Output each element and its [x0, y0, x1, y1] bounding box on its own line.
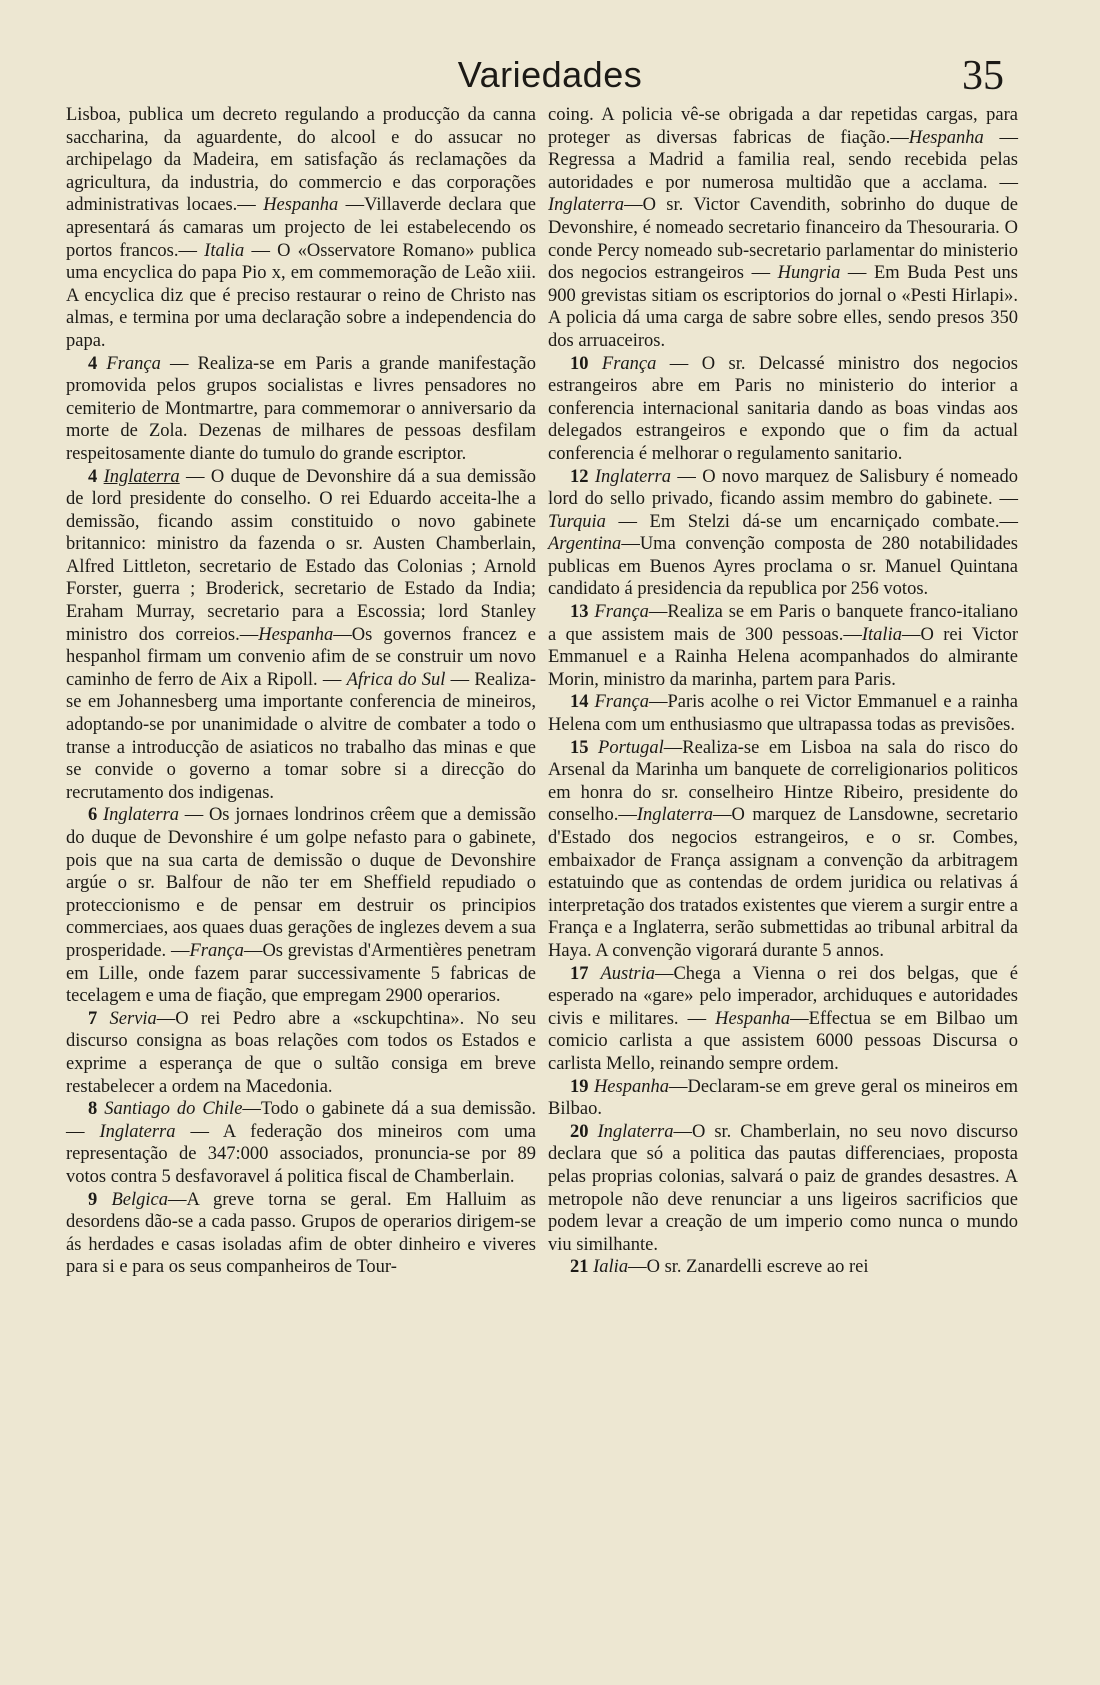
body-text: —Declaram-se em greve geral os mineiros em Bilbao.	[548, 1076, 1018, 1120]
body-text: — O duque de Devonshire dá a sua demissão de lord presidente do conselho. O rei Eduardo acceita-lhe a demissão, ficando assim constituido o novo gabinete britannico: ministro da fazenda o sr. Austen Chamberlain, Alfred Littleton, secretario de Estado das Colonias ; Arnold Forster, guerra ; Broderick, secretario de Estado da India; Eraham Murray, secretario para a Escossia; lord Stanley ministro dos correios.—	[66, 466, 537, 645]
body-text: —O sr. Chamberlain, no seu novo discurso declara que só a politica das pautas differenciaes, proposta pelas proprias colonias, salvará o paiz de grandes desastres. A metropole não deve renunciar a uns ligeiros sacrificios que podem levar a creação de um imperio como nunca o mundo viu similhante.	[548, 1121, 1019, 1255]
country-heading: Austria	[600, 963, 655, 984]
paragraph	[66, 353, 536, 466]
body-text: — O sr. Delcassé ministro dos negocios estrangeiros abre em Paris no ministerio do interior a conferencia internacional sanitaria dando as boas vindas aos delegados estrangeiros e expondo que o fim da actual conferencia é melhorar o regulamento sanitario.	[548, 353, 1019, 464]
country-heading: Santiago do Chile	[104, 1099, 243, 1120]
body-text: — Realiza-se em Paris a grande manifestação promovida pelos grupos socialistas e livres pensadores no cemiterio de Montmartre, para commemorar o anniversario da morte de Zola. Dezenas de milhares de pessoas desfilam respeitosamente diante do tumulo do grande escriptor.	[66, 353, 536, 464]
right-text-column	[548, 104, 1018, 1279]
country-heading: França	[594, 692, 649, 713]
paragraph	[548, 963, 1018, 1076]
body-text: — Em Stelzi dá-se um encarniçado combate.—	[605, 511, 1018, 532]
country-heading: Italia	[861, 624, 902, 645]
paragraph	[66, 466, 536, 805]
paragraph	[66, 1098, 536, 1188]
body-text: —Paris acolhe o rei Victor Emmanuel e a rainha Helena com um enthusiasmo que ultrapassa todas as previsões.	[548, 692, 1019, 736]
country-heading: Ialia	[593, 1257, 629, 1278]
country-heading: Servia	[109, 1008, 157, 1029]
country-heading: França	[189, 940, 244, 961]
country-heading: Hespanha	[593, 1076, 669, 1097]
country-heading: Africa do Sul	[346, 669, 446, 690]
paragraph	[548, 1121, 1018, 1257]
country-heading: França	[106, 353, 161, 374]
paragraph	[66, 804, 536, 1007]
body-text: —Realiza se em Paris o banquete franco-italiano a que assistem mais de 300 pessoas.—	[548, 602, 1019, 645]
paragraph	[548, 1076, 1018, 1121]
country-heading: Hespanha	[258, 624, 334, 645]
body-text: —Uma convenção composta de 280 notabilidades publicas em Buenos Ayres proclama o sr. Manuel Quintana candidato á presidencia da republica por 256 votos.	[548, 534, 1018, 600]
body-text: —Os governos francez e hespanhol firmam um convenio afim de se construir um novo caminho de ferro de Aix a Ripoll. —	[66, 624, 536, 690]
body-text: — Em Buda Pest uns 900 grevistas sitiam os escriptorios do jornal o «Pesti Hirlapi». A policia dá uma carga de sabre sobre elles, sendo presos 350 dos arruaceiros.	[548, 263, 1018, 351]
paragraph	[548, 104, 1018, 353]
body-text: —Os grevistas d'Armentières penetram em Lille, onde fazem parar successivamente 5 fabricas de tecelagem e uma de fiação, que empregam 2900 operarios.	[66, 940, 536, 1007]
country-heading: Hespanha	[715, 1008, 791, 1029]
country-heading: Portugal	[598, 737, 664, 758]
country-heading: Inglaterra	[99, 1121, 176, 1142]
country-heading: França	[594, 602, 649, 623]
entry-date: 19	[570, 1076, 594, 1097]
paragraph	[548, 737, 1018, 963]
country-heading: Hungria	[777, 263, 841, 284]
body-text: —Todo o gabinete dá a sua demissão. —	[66, 1099, 536, 1142]
entry-date: 6	[88, 805, 103, 826]
paragraph	[548, 466, 1018, 602]
paragraph	[548, 601, 1018, 691]
entry-date: 21	[570, 1257, 594, 1278]
body-text: — O novo marquez de Salisbury é nomeado lord do sello privado, ficando assim membro do gabinete. —	[548, 466, 1018, 510]
body-text: —Realiza-se em Lisboa na sala do risco do Arsenal da Marinha um banquete de correligionarios politicos em honra do sr. conselheiro Hintze Ribeiro, presidente do conselho.—	[548, 737, 1019, 826]
country-heading: Inglaterra	[636, 805, 713, 826]
body-text: coing. A policia vê-se obrigada a dar repetidas cargas, para proteger as diversas fabricas de fiação.—	[548, 105, 1018, 148]
body-text: — O «Osservatore Romano» publica uma encyclica do papa Pio x, em commemoração de Leão xiii. A encyclica diz que é preciso restaurar o reino de Christo nas almas, e termina por uma declaração sobre a independencia do papa.	[66, 240, 536, 351]
entry-date: 14	[570, 692, 595, 713]
entry-date: 4	[88, 466, 104, 487]
body-text: —O rei Pedro abre a «sckupchtina». No seu discurso consigna as boas relações com todos os Estados e exprime a esperança de que o sultão consiga em breve restabelecer a ordem na Macedonia.	[66, 1008, 537, 1097]
country-heading: Turquia	[548, 511, 606, 532]
body-text: —A greve torna se geral. Em Halluim as desordens dão-se a cada passo. Grupos de operarios dirigem-se ás herdades e casas isoladas afim de obter dinheiro e viveres para si e para os seus companheiros de Tour-	[66, 1189, 536, 1278]
country-heading: Inglaterra	[102, 805, 180, 826]
paragraph	[66, 104, 536, 353]
paragraph	[548, 691, 1018, 736]
entry-date: 12	[570, 466, 595, 487]
country-heading: Italia	[204, 240, 245, 261]
paragraph	[548, 1256, 1018, 1279]
left-text-column	[66, 104, 536, 1279]
entry-date: 7	[88, 1008, 110, 1029]
body-text: —Villaverde declara que apresentará ás camaras um projecto de lei estabelecendo os portos francos.—	[66, 195, 536, 261]
country-heading: Inglaterra	[594, 466, 671, 487]
country-heading: Belgica	[111, 1189, 168, 1210]
entry-date: 13	[570, 602, 595, 623]
body-text: —Chega a Vienna o rei dos belgas, que é esperado na «gare» pelo imperador, archiduques e autoridades civis e militares. —	[548, 963, 1018, 1029]
paragraph	[548, 353, 1018, 466]
entry-date: 8	[88, 1099, 105, 1120]
country-heading: Hespanha	[908, 127, 984, 148]
entry-date: 4	[88, 353, 107, 374]
body-text: — Os jornaes londrinos crêem que a demissão do duque de Devonshire é um golpe nefasto para o gabinete, pois que na sua carta de demissão o duque de Devonshire argúe o sr. Balfour de não ter em Sheffield repudiado o proteccionismo e de pensar em destruir os principios commerciaes, aos quaes duas gerações de inglezes devem a sua prosperidade. —	[66, 805, 536, 961]
country-heading: França	[601, 353, 657, 374]
body-text: Lisboa, publica um decreto regulando a producção da canna saccharina, da aguardente, do alcool e do assucar no archipelago da Madeira, em satisfação ás reclamações da agricultura, da industria, do commercio e das corporações administrativas locaes.—	[66, 105, 536, 216]
entry-date: 15	[570, 737, 599, 758]
entry-date: 20	[570, 1121, 598, 1142]
paragraph	[66, 1008, 536, 1098]
page-number: 35	[962, 53, 1004, 99]
body-text: —Effectua se em Bilbao um comicio carlista a que assistem 6000 pessoas Discursa o carlista Mello, reinando sempre ordem.	[548, 1008, 1018, 1074]
body-text: — Regressa a Madrid a familia real, sendo recebida pelas autoridades e por numerosa multidão que a acclama. —	[548, 127, 1018, 193]
country-heading: Inglaterra	[103, 466, 180, 487]
body-text: —O marquez de Lansdowne, secretario d'Estado dos negocios estrangeiros, e o sr. Combes, embaixador de França assignam a convenção da arbitragem estatuindo que as contendas de ordem juridica ou relativas á interpretação dos tratados existentes que vierem a surgir entre a França e a Inglaterra, serão submettidas ao tribunal arbitral da Haya. A convenção vigorará durante 5 annos.	[548, 805, 1018, 961]
body-text: —O sr. Victor Cavendith, sobrinho do duque de Devonshire, é nomeado secretario financeiro da Thesouraria. O conde Percy nomeado sub-secretario parlamentar do ministerio dos negocios estrangeiros —	[548, 195, 1018, 284]
country-heading: Argentina	[548, 534, 622, 555]
country-heading: Hespanha	[263, 195, 339, 216]
country-heading: Inglaterra	[597, 1121, 674, 1142]
entry-date: 9	[88, 1189, 112, 1210]
paragraph	[66, 1189, 536, 1279]
country-heading: Inglaterra	[548, 195, 625, 216]
body-text: —O sr. Zanardelli escreve ao rei	[628, 1257, 869, 1278]
body-text: — Realiza-se em Johannesberg uma importante conferencia de mineiros, adoptando-se por unanimidade o alvitre de combater a todo o transe a introducção de asiaticos no trabalho das minas e que se convide o governo a tomar sobre si a direcção do recrutamento dos indigenas.	[66, 669, 536, 803]
body-text: —O rei Victor Emmanuel e a Rainha Helena acompanhados do almirante Morin, ministro da marinha, partem para Paris.	[548, 624, 1018, 690]
entry-date: 17	[570, 963, 601, 984]
running-header-title: Variedades	[457, 54, 643, 95]
body-text: — A federação dos mineiros com uma representação de 347:000 associados, pronuncia-se por 89 votos contra 5 desfavoravel á politica fiscal de Chamberlain.	[66, 1121, 536, 1187]
entry-date: 10	[570, 353, 602, 374]
